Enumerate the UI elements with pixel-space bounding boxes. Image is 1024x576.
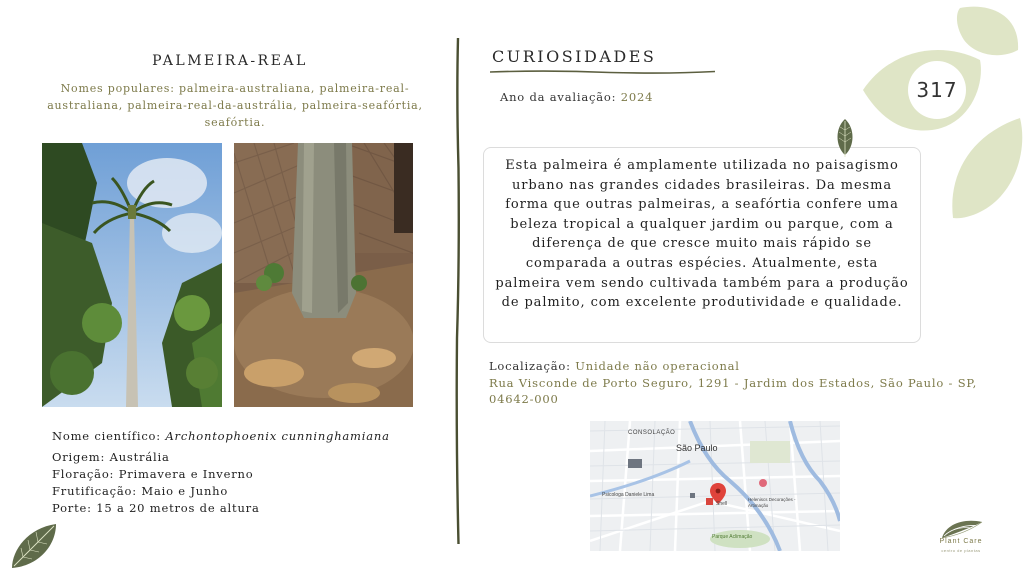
- size-value: 15 a 20 metros de altura: [96, 501, 260, 515]
- flowering-label: Floração:: [52, 467, 115, 481]
- map-city-label: São Paulo: [676, 443, 718, 453]
- size-label: Porte:: [52, 501, 92, 515]
- evaluation-year: [500, 90, 653, 104]
- origin-label: Origem:: [52, 450, 106, 464]
- evaluation-year-label: Ano da avaliação:: [500, 90, 617, 104]
- plant-facts: [52, 428, 390, 517]
- fruiting-row: [52, 483, 390, 500]
- origin-value: Austrália: [109, 450, 170, 464]
- popular-names-label: Nomes populares:: [60, 82, 175, 95]
- map-poi-park: Parque Aclimação: [712, 534, 753, 540]
- brand-name: Plant Care: [939, 538, 983, 545]
- palm-tree-photo: [42, 143, 222, 407]
- map-poi-decoracoes: Heleniscs Decorações - Artimação: [748, 497, 796, 508]
- leaf-decoration-icon: [860, 0, 1024, 230]
- plant-title: PALMEIRA-REAL: [152, 53, 308, 69]
- brand-tagline: centro de plantas: [941, 548, 981, 553]
- origin-row: [52, 449, 390, 466]
- scientific-name-row: [52, 428, 390, 445]
- evaluation-year-value: 2024: [620, 90, 654, 104]
- flowering-value: Primavera e Inverno: [118, 467, 254, 481]
- vertical-divider: [452, 38, 464, 544]
- curiosities-heading: CURIOSIDADES: [492, 47, 657, 66]
- fruiting-label: Frutificação:: [52, 484, 137, 498]
- record-number: 317: [916, 78, 958, 102]
- trunk-base-photo: [234, 143, 413, 407]
- location-status: Unidade não operacional: [575, 359, 740, 373]
- location-address: Rua Visconde de Porto Seguro, 1291 - Jardim dos Estados, São Paulo - SP, 04642-000: [489, 375, 978, 406]
- location-info: [489, 358, 989, 408]
- map-poi-psicologa: Psicologa Daniele Lima: [602, 492, 655, 498]
- map-district-label: CONSOLAÇÃO: [628, 430, 676, 436]
- scientific-name-label: Nome científico:: [52, 429, 161, 443]
- location-label: Localização:: [489, 359, 571, 373]
- flowering-row: [52, 466, 390, 483]
- popular-names-value: palmeira-australiana, palmeira-real-australiana, palmeira-real-da-austrália, palmeira-seafórtia, seafórtia.: [47, 82, 423, 129]
- curiosities-text: Esta palmeira é amplamente utilizada no paisagismo urbano nas grandes cidades brasileiras. Da mesma forma que outras palmeiras, a seafórtia confere uma beleza tropical a qualquer jardim ou parque, com a diferença de que cresce muito mais rápido se comparada a outras espécies. Atualmente, esta palmeira vem sendo cultivada também para a produção de palmito, com excelente produtividade e qualidade.: [495, 158, 909, 311]
- scientific-name: Archontophoenix cunninghamiana: [165, 429, 390, 443]
- popular-names: [40, 80, 430, 131]
- size-row: [52, 500, 390, 517]
- corner-leaf-icon: [8, 520, 60, 572]
- curiosities-text-box: [483, 147, 921, 343]
- location-map[interactable]: [590, 421, 840, 551]
- map-poi-shell: Shell: [716, 501, 728, 507]
- fruiting-value: Maio e Junho: [141, 484, 229, 498]
- heading-underline: [490, 68, 715, 76]
- small-leaf-icon: [833, 118, 857, 158]
